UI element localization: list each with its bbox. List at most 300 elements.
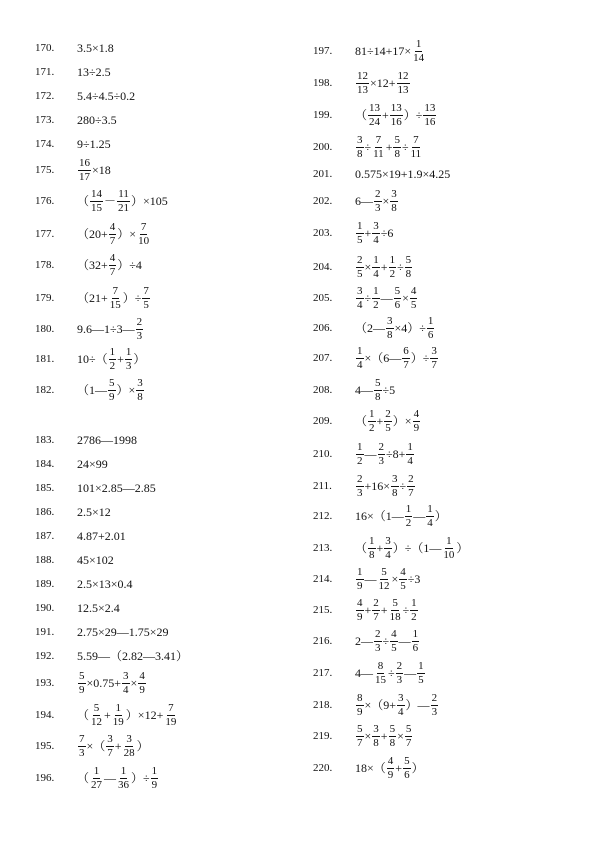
fraction-numerator: 2	[357, 253, 363, 266]
problem-number: 206.	[313, 321, 333, 334]
fraction-numerator: 3	[107, 732, 113, 745]
problem-expression	[77, 602, 120, 614]
problem-expression	[355, 474, 416, 499]
fraction-denominator: 18	[389, 610, 401, 623]
fraction-denominator: 8	[373, 736, 379, 749]
fraction-denominator: 4	[427, 516, 433, 529]
fraction-numerator: 2	[136, 315, 143, 328]
problem-number: 170.	[35, 41, 55, 54]
problem-expression	[355, 724, 413, 749]
fraction-denominator: 5	[357, 267, 363, 280]
problem-expression	[355, 567, 420, 592]
problem-number: 211.	[313, 479, 332, 492]
fraction-denominator: 2	[109, 359, 116, 372]
fraction-denominator: 2	[405, 516, 412, 529]
problem-number: 215.	[313, 603, 333, 616]
fraction-denominator: 12	[378, 579, 390, 592]
fraction-denominator: 9	[151, 778, 158, 791]
fraction	[78, 671, 86, 696]
fraction	[431, 693, 439, 718]
expression-text: ×	[364, 260, 372, 274]
problem-item	[35, 734, 149, 758]
expression-text: +	[380, 260, 388, 274]
expression-text: （	[355, 414, 368, 428]
fraction	[123, 734, 136, 759]
expression-text: +16×	[364, 479, 391, 493]
expression-text: 81÷14+17×	[355, 44, 412, 58]
fraction-denominator: 9	[79, 683, 85, 696]
expression-text: ）÷4	[117, 258, 142, 272]
problem-expression	[77, 703, 178, 728]
expression-text: +	[114, 739, 122, 753]
fraction-numerator: 5	[394, 284, 401, 297]
expression-text: 4—	[355, 666, 373, 680]
fraction-numerator: 1	[109, 345, 116, 358]
problem-number: 214.	[313, 572, 333, 585]
expression-text: ×4）÷	[394, 321, 426, 335]
fraction-denominator: 4	[373, 233, 379, 246]
problem-expression	[77, 734, 149, 759]
fraction-denominator: 6	[427, 328, 434, 341]
fraction-denominator: 9	[357, 579, 363, 592]
fraction-numerator: 2	[375, 187, 381, 200]
fraction	[410, 286, 418, 311]
fraction-numerator: 1	[93, 764, 100, 777]
problem-expression	[77, 158, 111, 183]
fraction-denominator: 2	[389, 267, 396, 280]
fraction-numerator: 4	[410, 284, 417, 297]
expression-text: ×	[364, 729, 372, 743]
problem-item	[313, 474, 416, 498]
problem-expression	[355, 135, 423, 160]
fraction-denominator: 9	[109, 390, 115, 403]
fraction	[356, 135, 364, 160]
fraction-denominator: 14	[413, 51, 425, 64]
problem-expression	[77, 317, 144, 342]
expression-text: +	[117, 352, 124, 366]
fraction	[136, 317, 144, 342]
fraction-numerator: 3	[387, 314, 393, 327]
problem-item	[313, 598, 419, 622]
problem-item	[35, 253, 142, 277]
fraction-numerator: 11	[118, 187, 129, 200]
fraction	[112, 703, 125, 728]
problem-item	[313, 221, 393, 245]
fraction	[142, 286, 150, 311]
fraction-denominator: 7	[107, 746, 113, 759]
fraction-numerator: 5	[405, 253, 412, 266]
problem-item	[313, 71, 411, 95]
problem-expression	[77, 671, 147, 696]
fraction-denominator: 8	[357, 147, 363, 160]
fraction-denominator: 3	[378, 454, 384, 467]
problem-item	[313, 316, 435, 340]
fraction-numerator: 1	[357, 565, 363, 578]
problem-number: 208.	[313, 383, 333, 396]
problem-item	[35, 572, 133, 596]
expression-text: （	[77, 708, 90, 722]
fraction	[356, 598, 364, 623]
fraction	[117, 766, 130, 791]
fraction-numerator: 5	[381, 565, 387, 578]
expression-text: 2—	[355, 634, 373, 648]
problem-item	[313, 693, 439, 717]
fraction-numerator: 4	[109, 251, 116, 264]
expression-text: ）	[456, 541, 469, 555]
problem-expression	[355, 71, 411, 96]
fraction-numerator: 4	[387, 754, 394, 767]
fraction-denominator: 15	[375, 673, 386, 686]
fraction	[372, 255, 380, 280]
expression-text: ）÷	[410, 351, 430, 365]
expression-text: —	[104, 771, 117, 785]
fraction-numerator: 3	[357, 284, 363, 297]
fraction-numerator: 7	[112, 284, 119, 297]
fraction-denominator: 12	[91, 715, 103, 728]
expression-text: ）×	[116, 383, 136, 397]
problem-number: 187.	[35, 529, 55, 542]
fraction	[389, 598, 402, 623]
problem-item	[35, 766, 159, 790]
problem-item	[35, 60, 111, 84]
fraction-numerator: 2	[375, 627, 381, 640]
fraction-numerator: 5	[357, 722, 363, 735]
expression-text: ）÷	[122, 291, 142, 305]
fraction-denominator: 8	[405, 267, 412, 280]
expression-text: 10÷（	[77, 352, 108, 366]
expression-text: ）÷（1—	[392, 541, 442, 555]
problem-item	[313, 504, 447, 528]
expression-text: ×	[391, 572, 399, 586]
fraction-denominator: 9	[357, 610, 363, 623]
fraction-numerator: 4	[413, 407, 420, 420]
fraction	[410, 598, 418, 623]
problem-number: 193.	[35, 676, 55, 689]
fraction-numerator: 1	[357, 219, 363, 232]
problem-item	[35, 671, 147, 695]
problem-item	[313, 346, 439, 370]
expression-text: （	[355, 541, 368, 555]
expression-text: 24×99	[77, 457, 108, 471]
expression-text: ）	[434, 509, 447, 523]
expression-text: 5.4÷4.5÷0.2	[77, 89, 136, 103]
fraction-denominator: 5	[410, 298, 417, 311]
expression-text: ）×12+	[125, 708, 164, 722]
problem-number: 203.	[313, 226, 333, 239]
fraction	[372, 286, 380, 311]
expression-text: ÷	[382, 634, 390, 648]
fraction-numerator: 8	[357, 691, 363, 704]
expression-text: ）×	[117, 227, 137, 241]
fraction-denominator: 17	[79, 170, 90, 183]
problem-number: 200.	[313, 140, 333, 153]
problem-number: 197.	[313, 44, 333, 57]
fraction-numerator: 12	[397, 69, 409, 82]
fraction-denominator: 5	[400, 579, 406, 592]
fraction	[356, 474, 364, 499]
fraction-numerator: 7	[168, 701, 174, 714]
problem-expression	[355, 168, 450, 180]
fraction-numerator: 1	[415, 37, 422, 50]
fraction-numerator: 3	[126, 732, 132, 745]
fraction-denominator: 2	[373, 298, 379, 311]
expression-text: —	[380, 291, 393, 305]
fraction-numerator: 5	[389, 722, 396, 735]
problem-item	[35, 703, 178, 727]
fraction	[356, 724, 364, 749]
fraction-numerator: 2	[373, 596, 379, 609]
expression-text: ×	[397, 729, 404, 743]
problem-number: 190.	[35, 601, 55, 614]
fraction-denominator: 3	[125, 359, 132, 372]
fraction-denominator: 4	[385, 548, 391, 561]
fraction-numerator: 3	[391, 187, 397, 200]
fraction-denominator: 9	[139, 683, 145, 696]
fraction	[412, 629, 420, 654]
problem-item	[313, 567, 420, 591]
fraction	[372, 221, 380, 246]
fraction-denominator: 7	[109, 265, 116, 278]
problem-number: 198.	[313, 76, 333, 89]
problem-item	[35, 286, 151, 310]
problem-item	[313, 378, 395, 402]
problem-number: 217.	[313, 666, 333, 679]
expression-text: —	[404, 666, 417, 680]
fraction	[90, 766, 103, 791]
expression-text: （20+	[77, 227, 108, 241]
problem-number: 201.	[313, 167, 333, 180]
problem-item	[313, 103, 437, 127]
fraction	[390, 189, 398, 214]
problem-expression	[77, 378, 145, 403]
fraction-denominator: 27	[91, 778, 103, 791]
problem-item	[313, 661, 426, 685]
fraction-numerator: 1	[357, 440, 363, 453]
fraction-denominator: 21	[118, 201, 130, 214]
problem-number: 182.	[35, 383, 55, 396]
fraction	[410, 135, 423, 160]
fraction-numerator: 4	[139, 669, 145, 682]
fraction-denominator: 9	[357, 705, 363, 718]
problem-number: 191.	[35, 625, 55, 638]
fraction	[109, 347, 117, 372]
problem-item	[35, 317, 144, 341]
expression-text: 0.575×19+1.9×4.25	[355, 167, 451, 181]
fraction	[442, 536, 455, 561]
problem-expression	[77, 189, 168, 214]
fraction-denominator: 8	[394, 147, 400, 160]
fraction	[423, 103, 436, 128]
fraction-numerator: 2	[357, 472, 363, 485]
problem-expression	[355, 378, 395, 403]
fraction-denominator: 3	[431, 705, 438, 718]
problem-expression	[355, 598, 419, 623]
expression-text: +	[395, 761, 403, 775]
expression-text: ）	[133, 352, 146, 366]
fraction-numerator: 3	[357, 133, 363, 146]
problem-expression	[355, 409, 421, 434]
problem-expression	[77, 650, 188, 662]
fraction-numerator: 7	[375, 133, 382, 146]
problem-item	[35, 189, 168, 213]
expression-text: ÷8+	[386, 447, 406, 461]
fraction	[389, 255, 397, 280]
expression-text: 45×102	[77, 553, 114, 567]
fraction-numerator: 5	[79, 669, 85, 682]
fraction-denominator: 9	[387, 768, 394, 781]
expression-text: ÷6	[380, 226, 394, 240]
fraction	[378, 442, 386, 467]
fraction-numerator: 7	[143, 284, 149, 297]
fraction-numerator: 16	[79, 156, 90, 169]
fraction	[78, 158, 91, 183]
fraction	[390, 629, 398, 654]
fraction-denominator: 10	[443, 548, 455, 561]
expression-text: ）—	[405, 698, 430, 712]
fraction	[384, 536, 392, 561]
fraction-numerator: 5	[93, 701, 100, 714]
fraction-numerator: 2	[408, 472, 414, 485]
expression-text: 4.87+2.01	[77, 529, 126, 543]
problem-number: 172.	[35, 89, 55, 102]
problem-item	[35, 428, 137, 452]
expression-text: ）÷	[131, 771, 150, 785]
expression-text: +	[104, 708, 111, 722]
fraction	[122, 671, 130, 696]
problem-expression	[355, 255, 413, 280]
expression-text: 3.5×1.8	[77, 41, 114, 55]
fraction-numerator: 7	[140, 220, 147, 233]
problem-number: 195.	[35, 739, 55, 752]
fraction	[117, 189, 130, 214]
problem-item	[313, 409, 421, 433]
fraction-denominator: 8	[389, 736, 396, 749]
problem-item	[313, 756, 424, 780]
problem-expression	[355, 346, 439, 371]
problem-item	[35, 548, 114, 572]
fraction-denominator: 15	[91, 201, 103, 214]
problem-item	[313, 162, 450, 186]
expression-text: 101×2.85—2.85	[77, 481, 156, 495]
expression-text: +	[380, 603, 388, 617]
fraction-denominator: 15	[109, 298, 121, 311]
fraction	[108, 378, 116, 403]
problem-expression	[355, 504, 447, 529]
expression-text: 9.6—1÷3—	[77, 322, 135, 336]
fraction-denominator: 8	[391, 201, 397, 214]
expression-text: —	[364, 572, 377, 586]
expression-text: ×18	[92, 163, 111, 177]
fraction	[136, 378, 144, 403]
fraction-numerator: 5	[392, 596, 398, 609]
fraction	[390, 103, 403, 128]
fraction	[151, 766, 159, 791]
problem-number: 219.	[313, 729, 333, 742]
expression-text: —	[398, 634, 411, 648]
expression-text: ÷	[388, 666, 395, 680]
expression-text: （	[77, 194, 90, 208]
expression-text: +	[376, 541, 384, 555]
fraction-numerator: 3	[385, 534, 391, 547]
fraction	[413, 409, 421, 434]
fraction-denominator: 9	[413, 421, 420, 434]
expression-text: ×12+	[370, 76, 396, 90]
problem-number: 185.	[35, 481, 55, 494]
expression-text: ）×105	[131, 194, 168, 208]
problem-expression	[355, 103, 437, 128]
fraction-numerator: 3	[123, 669, 129, 682]
fraction-numerator: 1	[373, 284, 379, 297]
fraction	[387, 756, 395, 781]
fraction-numerator: 7	[413, 133, 419, 146]
fraction-denominator: 2	[369, 421, 375, 434]
expression-text: +	[364, 603, 372, 617]
fraction	[430, 346, 438, 371]
expression-text: +	[364, 226, 372, 240]
fraction	[384, 409, 392, 434]
problem-item	[313, 255, 413, 279]
fraction-numerator: 4	[391, 627, 397, 640]
expression-text: （21+	[77, 291, 108, 305]
fraction-denominator: 6	[404, 768, 410, 781]
expression-text: （1—	[77, 383, 108, 397]
problem-expression	[355, 221, 393, 246]
problem-expression	[77, 626, 169, 638]
fraction	[405, 724, 413, 749]
fraction-denominator: 7	[408, 486, 414, 499]
problem-expression	[77, 42, 114, 54]
problem-item	[35, 476, 156, 500]
fraction-numerator: 5	[109, 376, 115, 389]
problem-number: 196.	[35, 771, 55, 784]
problem-item	[313, 189, 399, 213]
fraction-numerator: 3	[431, 344, 437, 357]
problem-number: 178.	[35, 258, 55, 271]
problem-expression	[355, 286, 418, 311]
fraction-numerator: 5	[394, 133, 400, 146]
problem-number: 202.	[313, 194, 333, 207]
problem-item	[35, 644, 188, 668]
fraction-denominator: 8	[392, 486, 398, 499]
fraction-numerator: 14	[91, 187, 103, 200]
fraction	[372, 135, 385, 160]
problem-number: 216.	[313, 634, 333, 647]
fraction	[356, 71, 369, 96]
fraction	[374, 189, 382, 214]
problem-number: 207.	[313, 351, 333, 364]
fraction-denominator: 6	[394, 298, 401, 311]
problem-item	[35, 347, 145, 371]
problem-number: 188.	[35, 553, 55, 566]
fraction	[356, 693, 364, 718]
fraction-numerator: 1	[369, 407, 375, 420]
fraction-numerator: 1	[125, 345, 132, 358]
fraction	[356, 346, 364, 371]
fraction-numerator: 5	[405, 722, 412, 735]
expression-text: 280÷3.5	[77, 113, 117, 127]
fraction-numerator: 8	[377, 659, 384, 672]
fraction-denominator: 3	[375, 201, 381, 214]
fraction-numerator: 1	[427, 502, 433, 515]
problem-expression	[355, 693, 439, 718]
fraction-denominator: 7	[403, 358, 409, 371]
problem-number: 179.	[35, 291, 55, 304]
fraction-numerator: 1	[405, 502, 412, 515]
problem-number: 180.	[35, 322, 55, 335]
fraction	[406, 442, 414, 467]
fraction-denominator: 24	[369, 115, 381, 128]
fraction	[109, 222, 117, 247]
